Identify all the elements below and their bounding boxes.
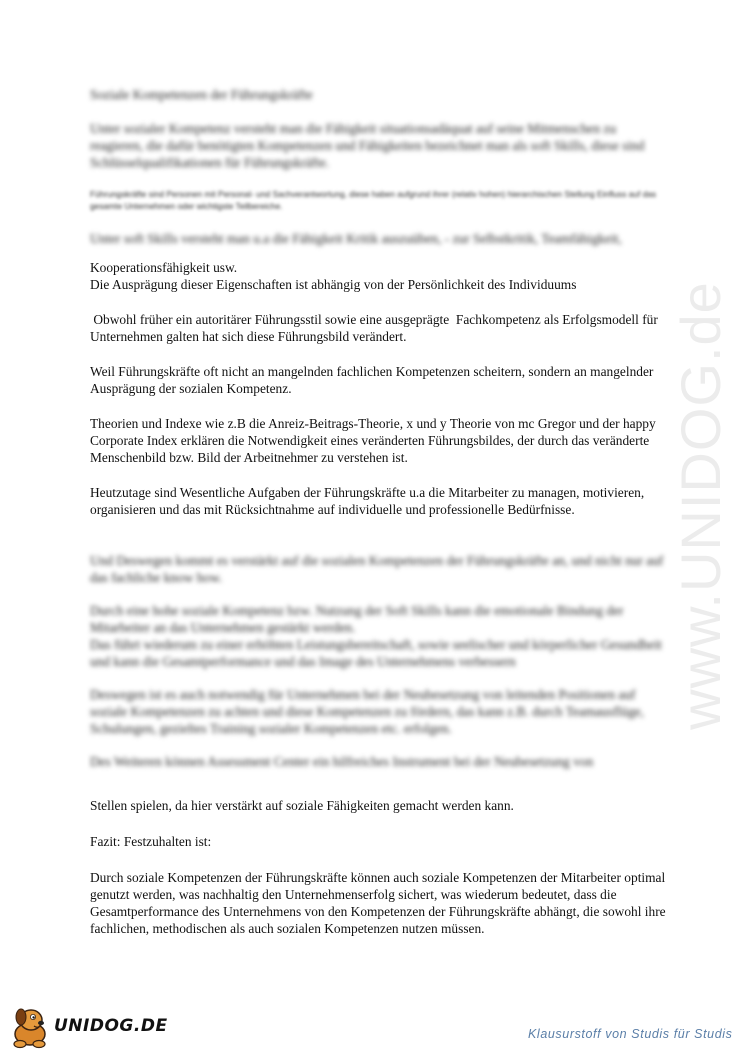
paragraph-4: Obwohl früher ein autoritärer Führungsstil sowie eine ausgeprägte Fachkompetenz als Erfolgsmodell für Unternehmen galten hat sich diese Führungsbild verändert. — [90, 312, 662, 344]
paragraph-1: Unter sozialer Kompetenz versteht man die Fähigkeit situationsadäquat auf seine Mitmenschen zu reagieren, die dafür benötigten Kompetenzen und Fähigkeiten bezeichnet man als soft Skills, diese sind Schlüsselqualifikationen für Führungskräfte. — [90, 121, 645, 170]
dog-mascot-icon — [6, 1004, 54, 1050]
footer-slogan: Klausurstoff von Studis für Studis — [528, 1027, 733, 1041]
document-body — [90, 86, 670, 251]
fazit-text: Durch soziale Kompetenzen der Führungskräfte können auch soziale Kompetenzen der Mitarbeiter optimal genutzt werden, was nachhaltig den Unternehmenserfolg sichert, was wiederum bedeutet, dass die Gesamtperformance des Unternehmens von den Kompetenzen der Führungskräfte abhängt, die sowohl ihre fachlichen, methodischen als auch sozialen Kompetenzen nutzen müssen. — [90, 870, 666, 936]
paragraph-3-line-2: Kooperationsfähigkeit usw. — [90, 260, 238, 275]
paragraph-9: Durch eine hohe soziale Kompetenz bzw. Nutzung der Soft Skills kann die emotionale Bindung der Mitarbeiter an das Unternehmen gestärkt werden. — [90, 603, 624, 635]
paragraph-6: Theorien und Indexe wie z.B die Anreiz-Beitrags-Theorie, x und y Theorie von mc Gregor und der happy Corporate Index erklären die Notwendigkeit eines veränderten Führungsbildes, der durch das veränderte Menschenbild bzw. Bild der Arbeitnehmer zu verstehen ist. — [90, 416, 656, 465]
paragraph-2: Führungskräfte sind Personen mit Personal- und Sachverantwortung, diese haben aufgrund ihrer (relativ hohen) hierarchischen Stellung Einfluss auf das gesamte Unternehmen oder wichtigste Teilbereiche. — [90, 189, 657, 211]
document-title: Soziale Kompetenzen der Führungskräfte — [90, 87, 313, 102]
fazit-heading: Fazit: Festzuhalten ist: — [90, 834, 212, 849]
paragraph-10: Das führt wiederum zu einer erhöhten Leistungsbereitschaft, sowie seelischer und körperlicher Gesundheit und kann die Gesamtperformance und das Image des Unternehmens verbessern — [90, 637, 662, 669]
document-body-conclusion — [90, 797, 670, 937]
paragraph-5: Weil Führungskräfte oft nicht an mangelnden fachlichen Kompetenzen scheitern, sondern an mangelnder Ausprägung der sozialen Kompetenz. — [90, 364, 654, 396]
paragraph-12-line-2: Stellen spielen, da hier verstärkt auf soziale Fähigkeiten gemacht werden kann. — [90, 798, 514, 813]
unidog-logo — [6, 1004, 166, 1052]
paragraph-8: Und Deswegen kommt es verstärkt auf die sozialen Kompetenzen der Führungskräfte an, und nicht nur auf das fachliche know how. — [90, 553, 664, 585]
paragraph-7: Heutzutage sind Wesentliche Aufgaben der Führungskräfte u.a die Mitarbeiter zu managen, motivieren, organisieren und das mit Rücksichtnahme auf individuelle und professionelle Bedürfnisse. — [90, 485, 645, 517]
paragraph-3-blurred: Unter soft Skills versteht man u.a die Fähigkeit Kritik auszuüben, - zur Selbstkritik, Teamfähigkeit, — [90, 231, 622, 246]
document-body-blurred — [90, 552, 670, 770]
watermark-text: www.UNIDOG.de — [668, 280, 732, 730]
paragraph-12-blurred: Des Weiteren können Assessment Center ein hilfreiches Instrument bei der Neubesetzung von — [90, 754, 594, 769]
logo-text: UNIDOG.DE — [54, 1016, 168, 1036]
paragraph-11: Deswegen ist es auch notwendig für Unternehmen bei der Neubesetzung von leitenden Positionen auf soziale Kompetenzen zu achten und diese Kompetenzen zu fördern, das kann z.B. durch Teamausflüge, Schulungen, gezieltes Training sozialer Kompetenzen etc. erfolgen. — [90, 687, 644, 736]
document-body-visible — [90, 259, 670, 518]
paragraph-3-line-3: Die Ausprägung dieser Eigenschaften ist abhängig von der Persönlichkeit des Individuums — [90, 277, 577, 292]
